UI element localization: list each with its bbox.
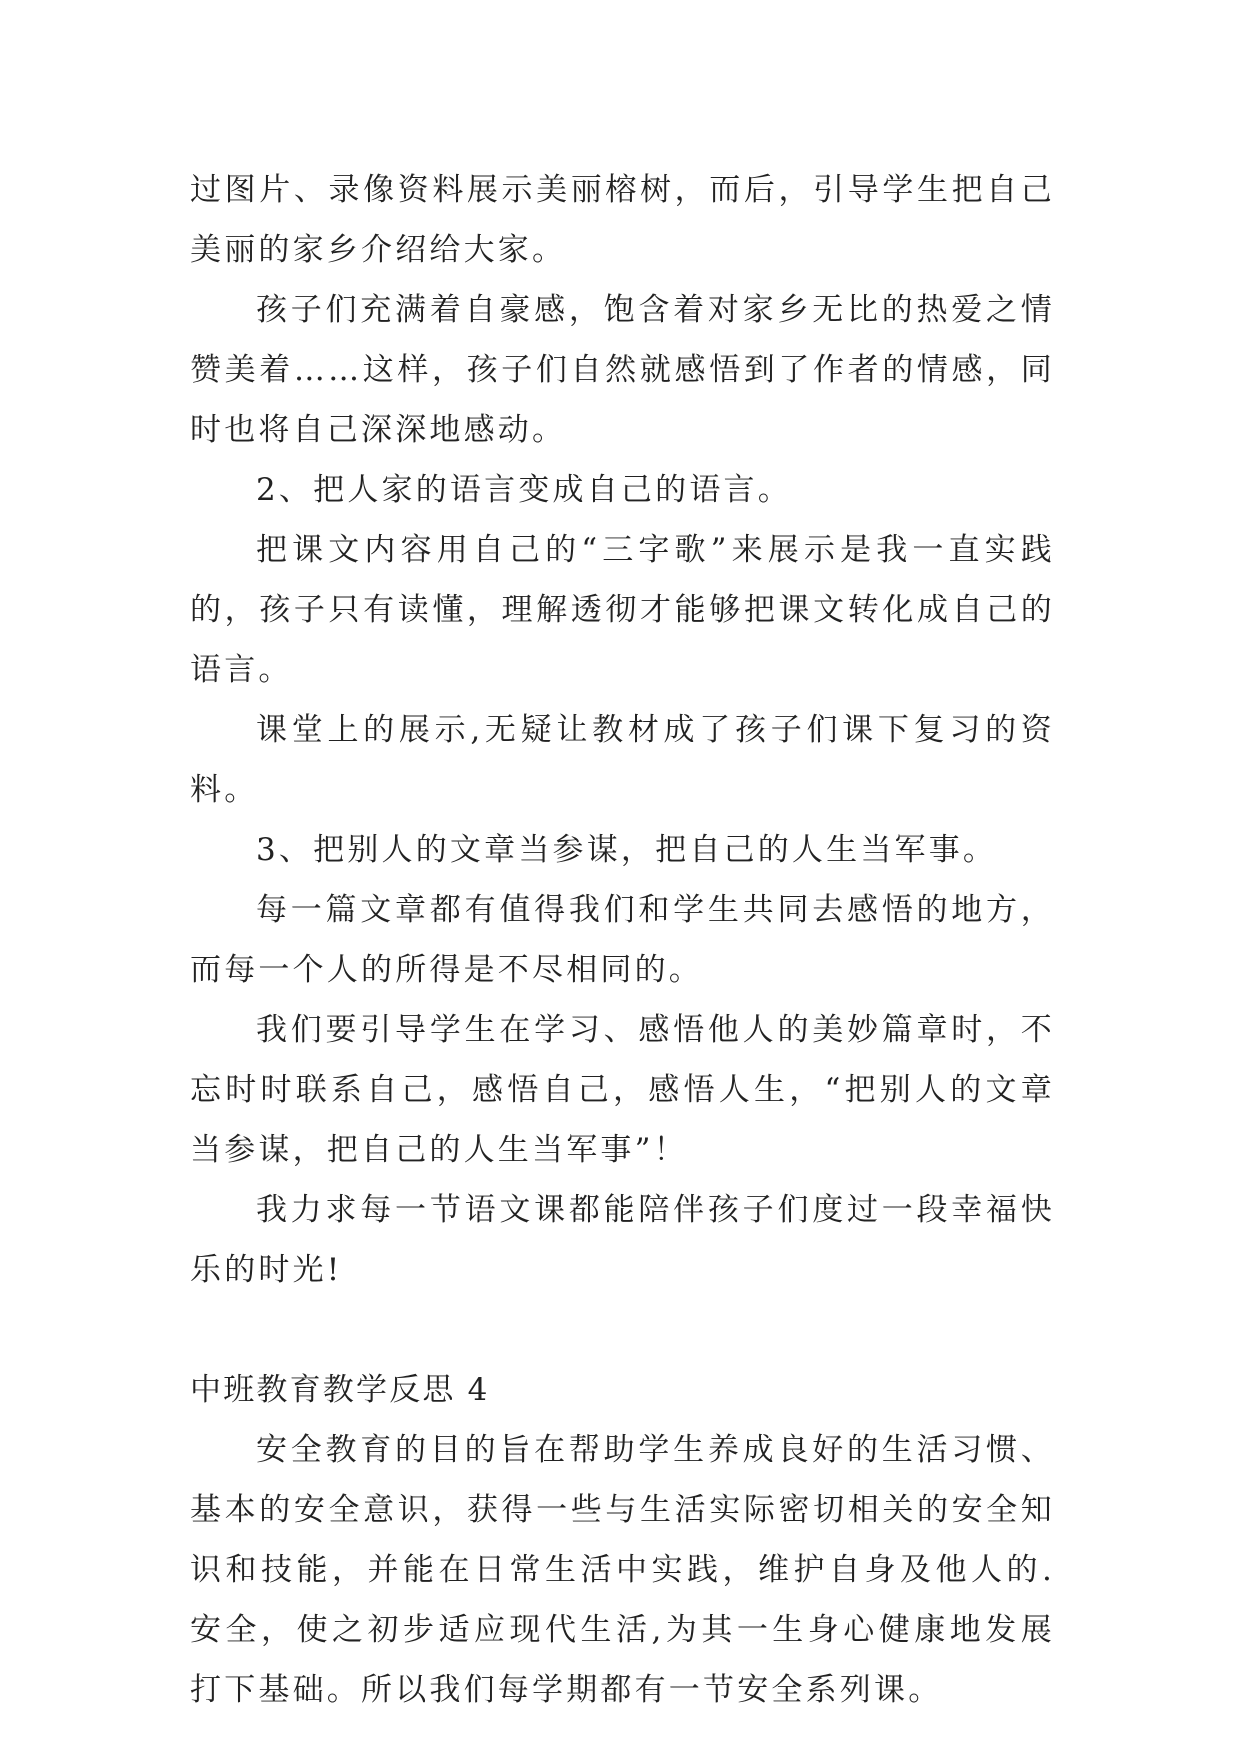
paragraph-every-article: 每一篇文章都有值得我们和学生共同去感悟的地方，而每一个人的所得是不尽相同的。 bbox=[190, 892, 1055, 988]
paragraph-three-character-song: 把课文内容用自己的“三字歌”来展示是我一直实践的，孩子只有读懂，理解透彻才能够把课文转化成自己的语言。 bbox=[190, 532, 1055, 688]
paragraph-guide-students: 我们要引导学生在学习、感悟他人的美妙篇章时，不忘时时联系自己，感悟自己，感悟人生，“把别人的文章当参谋，把自己的人生当军事”！ bbox=[190, 1012, 1055, 1168]
paragraph-classroom-display: 课堂上的展示,无疑让教材成了孩子们课下复习的资料。 bbox=[190, 712, 1055, 808]
paragraph-safety-education: 安全教育的目的旨在帮助学生养成良好的生活习惯、基本的安全意识，获得一些与生活实际密切相关的安全知识和技能，并能在日常生活中实践，维护自身及他人的.安全，使之初步适应现代生活,为其一生身心健康地发展打下基础。所以我们每学期都有一节安全系列课。 bbox=[190, 1432, 1055, 1708]
intro-paragraph: 过图片、录像资料展示美丽榕树，而后，引导学生把自己美丽的家乡介绍给大家。 bbox=[190, 172, 1055, 268]
point-3-heading: 3、把别人的文章当参谋，把自己的人生当军事。 bbox=[256, 832, 998, 868]
document-body bbox=[190, 160, 1055, 1720]
section-heading: 中班教育教学反思 4 bbox=[190, 1372, 490, 1408]
paragraph-happy-time: 我力求每一节语文课都能陪伴孩子们度过一段幸福快乐的时光! bbox=[190, 1192, 1055, 1288]
point-2-heading: 2、把人家的语言变成自己的语言。 bbox=[256, 472, 792, 508]
paragraph-children-pride: 孩子们充满着自豪感，饱含着对家乡无比的热爱之情赞美着……这样，孩子们自然就感悟到了作者的情感，同时也将自己深深地感动。 bbox=[190, 292, 1055, 448]
